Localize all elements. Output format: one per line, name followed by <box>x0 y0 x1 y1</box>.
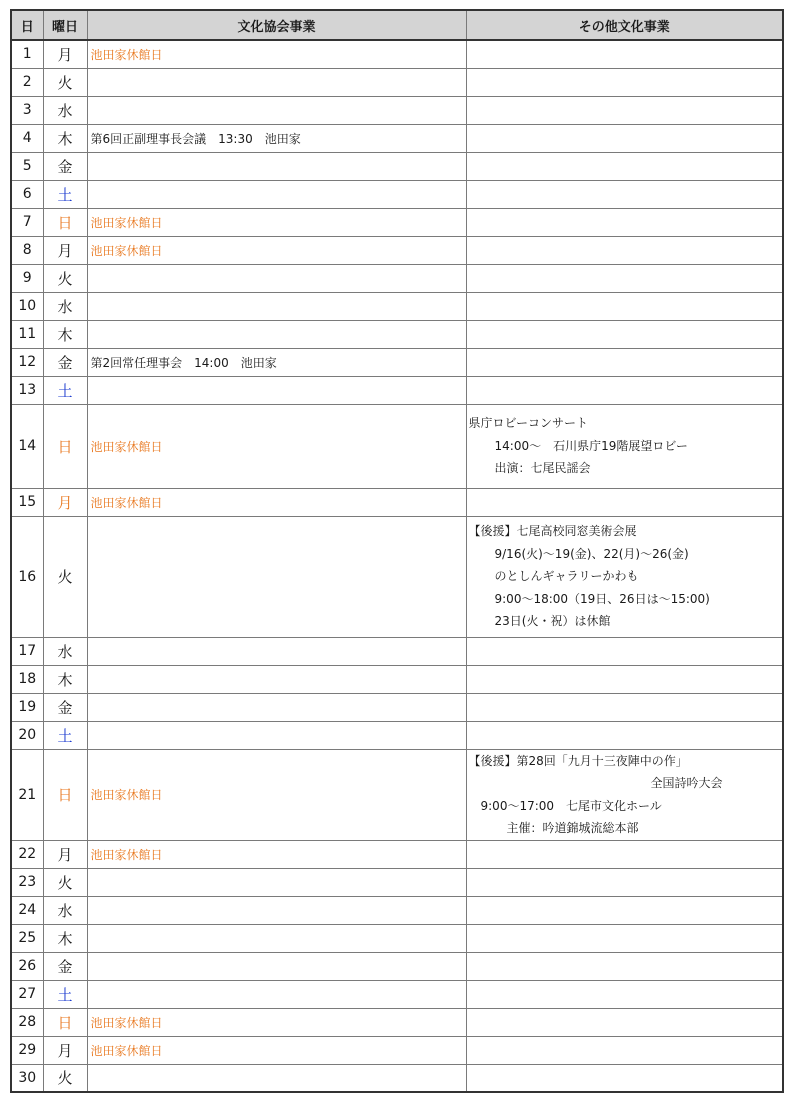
other-event-cell <box>466 348 783 376</box>
culture-event-cell <box>87 952 466 980</box>
weekday-cell: 木 <box>43 320 87 348</box>
culture-event-cell <box>87 264 466 292</box>
other-event-cell <box>466 208 783 236</box>
day-cell: 20 <box>11 721 43 749</box>
weekday-cell: 日 <box>43 404 87 488</box>
weekday-cell: 月 <box>43 40 87 68</box>
culture-event-cell: 池田家休館日 <box>87 236 466 264</box>
table-row <box>11 208 783 236</box>
other-event-line: 【後援】七尾高校同窓美術会展 <box>468 524 637 539</box>
day-cell: 18 <box>11 665 43 693</box>
other-event-cell <box>466 896 783 924</box>
other-event-cell <box>466 180 783 208</box>
table-row <box>11 1064 783 1092</box>
table-row <box>11 404 783 488</box>
other-event-line: 県庁ロビーコンサート <box>468 416 589 431</box>
table-row <box>11 180 783 208</box>
day-cell: 16 <box>11 516 43 637</box>
day-cell: 3 <box>11 96 43 124</box>
table-row <box>11 693 783 721</box>
other-event-cell <box>466 516 783 637</box>
other-event-cell <box>466 264 783 292</box>
culture-event-cell <box>87 152 466 180</box>
table-row <box>11 980 783 1008</box>
day-cell: 19 <box>11 693 43 721</box>
weekday-cell: 火 <box>43 264 87 292</box>
day-cell: 4 <box>11 124 43 152</box>
weekday-cell: 金 <box>43 348 87 376</box>
day-cell: 14 <box>11 404 43 488</box>
header-day: 日 <box>11 10 43 40</box>
other-event-cell <box>466 124 783 152</box>
table-row <box>11 896 783 924</box>
culture-event-cell: 池田家休館日 <box>87 488 466 516</box>
day-cell: 15 <box>11 488 43 516</box>
other-event-cell <box>466 40 783 68</box>
other-event-cell <box>466 637 783 665</box>
weekday-cell: 水 <box>43 637 87 665</box>
table-row <box>11 292 783 320</box>
other-event-cell <box>466 1064 783 1092</box>
culture-event-cell <box>87 637 466 665</box>
weekday-cell: 月 <box>43 488 87 516</box>
table-row <box>11 516 783 637</box>
table-row <box>11 264 783 292</box>
day-cell: 5 <box>11 152 43 180</box>
table-row <box>11 236 783 264</box>
culture-event-cell: 第2回常任理事会 14:00 池田家 <box>87 348 466 376</box>
other-event-cell <box>466 665 783 693</box>
day-cell: 13 <box>11 376 43 404</box>
day-cell: 10 <box>11 292 43 320</box>
culture-event-cell <box>87 693 466 721</box>
culture-event-cell: 池田家休館日 <box>87 40 466 68</box>
weekday-cell: 火 <box>43 1064 87 1092</box>
other-event-line: 14:00～ 石川県庁19階展望ロビー <box>494 438 688 453</box>
weekday-cell: 土 <box>43 721 87 749</box>
weekday-cell: 日 <box>43 1008 87 1036</box>
other-event-cell <box>466 749 783 840</box>
weekday-cell: 金 <box>43 152 87 180</box>
other-event-line: 【後援】第28回「九月十三夜陣中の作」 <box>468 753 688 768</box>
day-cell: 9 <box>11 264 43 292</box>
culture-event-cell <box>87 180 466 208</box>
header-weekday: 曜日 <box>43 10 87 40</box>
culture-event-cell <box>87 721 466 749</box>
table-row <box>11 721 783 749</box>
culture-event-cell <box>87 320 466 348</box>
other-event-line: 全国詩吟大会 <box>650 776 723 790</box>
weekday-cell: 木 <box>43 124 87 152</box>
weekday-cell: 水 <box>43 96 87 124</box>
culture-event-cell <box>87 980 466 1008</box>
weekday-cell: 火 <box>43 68 87 96</box>
weekday-cell: 金 <box>43 693 87 721</box>
other-event-line: 出演：七尾民謡会 <box>494 461 591 476</box>
culture-event-cell <box>87 1064 466 1092</box>
culture-event-cell: 池田家休館日 <box>87 1036 466 1064</box>
other-event-cell <box>466 693 783 721</box>
other-event-line: 9:00～17:00 七尾市文化ホール <box>480 798 662 813</box>
table-row <box>11 840 783 868</box>
day-cell: 27 <box>11 980 43 1008</box>
day-cell: 30 <box>11 1064 43 1092</box>
table-row <box>11 376 783 404</box>
weekday-cell: 日 <box>43 208 87 236</box>
table-row <box>11 488 783 516</box>
culture-event-cell <box>87 292 466 320</box>
weekday-cell: 金 <box>43 952 87 980</box>
table-row <box>11 320 783 348</box>
weekday-cell: 土 <box>43 980 87 1008</box>
table-row <box>11 749 783 840</box>
other-event-cell <box>466 96 783 124</box>
other-event-cell <box>466 924 783 952</box>
other-event-line: のとしんギャラリーかわも <box>494 569 639 584</box>
other-event-cell <box>466 152 783 180</box>
day-cell: 11 <box>11 320 43 348</box>
other-event-cell <box>466 721 783 749</box>
table-row <box>11 152 783 180</box>
other-event-cell <box>466 68 783 96</box>
table-row <box>11 40 783 68</box>
other-event-cell <box>466 404 783 488</box>
table-row <box>11 1008 783 1036</box>
culture-event-cell: 池田家休館日 <box>87 1008 466 1036</box>
culture-event-cell <box>87 376 466 404</box>
table-row <box>11 924 783 952</box>
culture-event-cell: 池田家休館日 <box>87 749 466 840</box>
weekday-cell: 火 <box>43 868 87 896</box>
other-event-cell <box>466 840 783 868</box>
table-row <box>11 952 783 980</box>
weekday-cell: 月 <box>43 840 87 868</box>
table-row <box>11 637 783 665</box>
weekday-cell: 木 <box>43 924 87 952</box>
day-cell: 29 <box>11 1036 43 1064</box>
culture-event-cell <box>87 896 466 924</box>
weekday-cell: 月 <box>43 1036 87 1064</box>
other-event-cell <box>466 1036 783 1064</box>
day-cell: 26 <box>11 952 43 980</box>
other-event-cell <box>466 980 783 1008</box>
other-event-cell <box>466 488 783 516</box>
other-event-line: 主催：吟道錦城流総本部 <box>506 821 639 835</box>
day-cell: 2 <box>11 68 43 96</box>
culture-event-cell <box>87 516 466 637</box>
table-row <box>11 665 783 693</box>
other-event-cell <box>466 236 783 264</box>
other-event-cell <box>466 376 783 404</box>
table-row <box>11 348 783 376</box>
schedule-table <box>10 9 784 1093</box>
table-row <box>11 68 783 96</box>
weekday-cell: 水 <box>43 896 87 924</box>
day-cell: 8 <box>11 236 43 264</box>
day-cell: 28 <box>11 1008 43 1036</box>
other-event-line: 9/16(火)～19(金)、22(月)～26(金) <box>494 546 689 561</box>
culture-event-cell: 第6回正副理事長会議 13:30 池田家 <box>87 124 466 152</box>
culture-event-cell <box>87 868 466 896</box>
weekday-cell: 月 <box>43 236 87 264</box>
culture-event-cell: 池田家休館日 <box>87 840 466 868</box>
weekday-cell: 火 <box>43 516 87 637</box>
table-row <box>11 96 783 124</box>
header-culture-assoc: 文化協会事業 <box>87 10 466 40</box>
day-cell: 1 <box>11 40 43 68</box>
day-cell: 24 <box>11 896 43 924</box>
other-event-cell <box>466 1008 783 1036</box>
culture-event-cell <box>87 924 466 952</box>
header-row <box>11 10 783 40</box>
table-row <box>11 868 783 896</box>
culture-event-cell <box>87 96 466 124</box>
table-row <box>11 1036 783 1064</box>
other-event-cell <box>466 952 783 980</box>
other-event-cell <box>466 868 783 896</box>
other-event-cell <box>466 292 783 320</box>
culture-event-cell <box>87 68 466 96</box>
weekday-cell: 土 <box>43 376 87 404</box>
schedule-body <box>11 40 783 1092</box>
weekday-cell: 水 <box>43 292 87 320</box>
day-cell: 6 <box>11 180 43 208</box>
weekday-cell: 日 <box>43 749 87 840</box>
weekday-cell: 土 <box>43 180 87 208</box>
other-event-line: 23日(火・祝）は休館 <box>494 614 611 629</box>
other-event-cell <box>466 320 783 348</box>
header-other-culture: その他文化事業 <box>466 10 783 40</box>
culture-event-cell <box>87 665 466 693</box>
weekday-cell: 木 <box>43 665 87 693</box>
day-cell: 17 <box>11 637 43 665</box>
culture-event-cell: 池田家休館日 <box>87 208 466 236</box>
other-event-line: 9:00～18:00（19日、26日は～15:00) <box>494 591 710 606</box>
day-cell: 23 <box>11 868 43 896</box>
culture-event-cell: 池田家休館日 <box>87 404 466 488</box>
day-cell: 7 <box>11 208 43 236</box>
table-row <box>11 124 783 152</box>
day-cell: 22 <box>11 840 43 868</box>
day-cell: 25 <box>11 924 43 952</box>
day-cell: 21 <box>11 749 43 840</box>
day-cell: 12 <box>11 348 43 376</box>
